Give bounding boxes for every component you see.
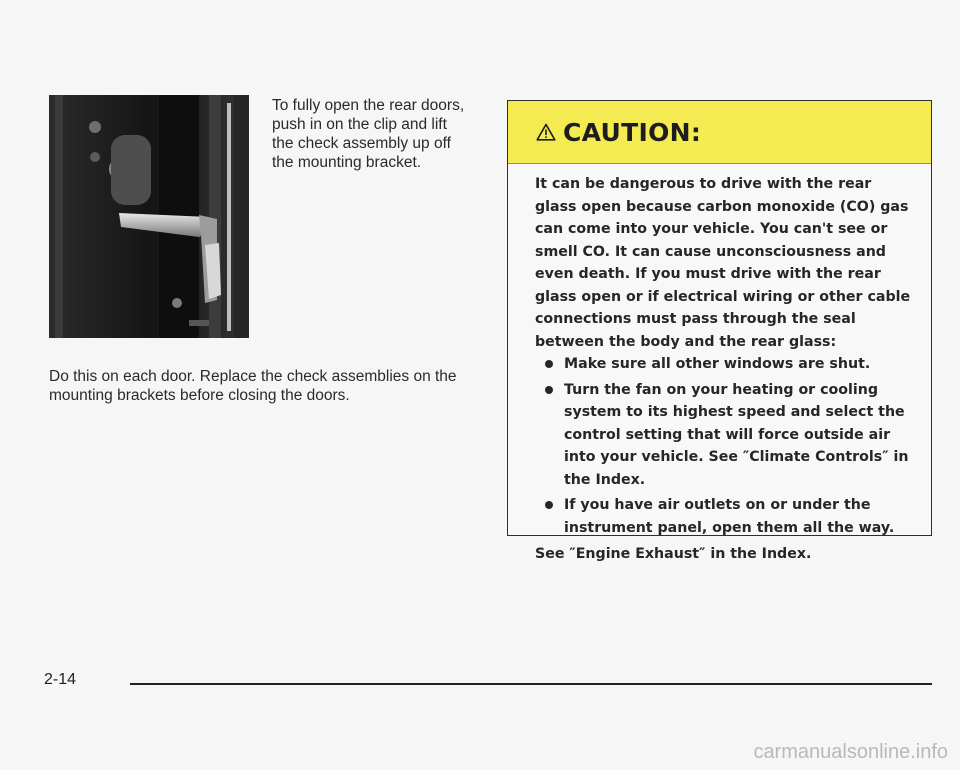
list-item-text: Make sure all other windows are shut. [564, 356, 871, 372]
caution-header [508, 101, 931, 164]
list-item-text: Turn the fan on your heating or cooling system to its highest speed and select the control setting that will force outside air into your vehicle. See ″Climate Controls″ in the Index. [564, 381, 909, 488]
caution-box [507, 100, 932, 562]
list-item-text: If you have air outlets on or under the instrument panel, open them all the way. [564, 497, 895, 536]
watermark: carmanualsonline.info [753, 741, 948, 763]
instruction-text: To fully open the rear doors, push in on the clip and lift the check assembly up off the mounting bracket. [272, 97, 465, 171]
page-number: 2-14 [44, 671, 77, 688]
paragraph-text: Do this on each door. Replace the check assemblies on the mounting brackets before closing the doors. [49, 368, 457, 404]
door-check-photo [49, 95, 249, 338]
bullet-icon [545, 501, 553, 509]
caution-intro: It can be dangerous to drive with the rear glass open because carbon monoxide (CO) gas can come into your vehicle. You can't see or smell CO. It can cause unconsciousness and even death. If you must drive with the rear glass open or if electrical wiring or other cable connections must pass through the seal between the body and the rear glass: [535, 176, 911, 350]
caution-body [508, 164, 931, 566]
bullet-icon [545, 386, 553, 394]
warning-triangle-icon [536, 123, 556, 141]
caution-title: CAUTION: [563, 117, 702, 147]
caution-list [535, 353, 917, 539]
footer-rule [130, 683, 932, 685]
list-item [545, 353, 917, 376]
see-also-text: See ″Engine Exhaust″ in the Index. [535, 546, 812, 562]
rear-door-check-assembly-photo [49, 95, 249, 338]
list-item [545, 379, 917, 492]
bullet-icon [545, 360, 553, 368]
list-item [545, 494, 917, 539]
